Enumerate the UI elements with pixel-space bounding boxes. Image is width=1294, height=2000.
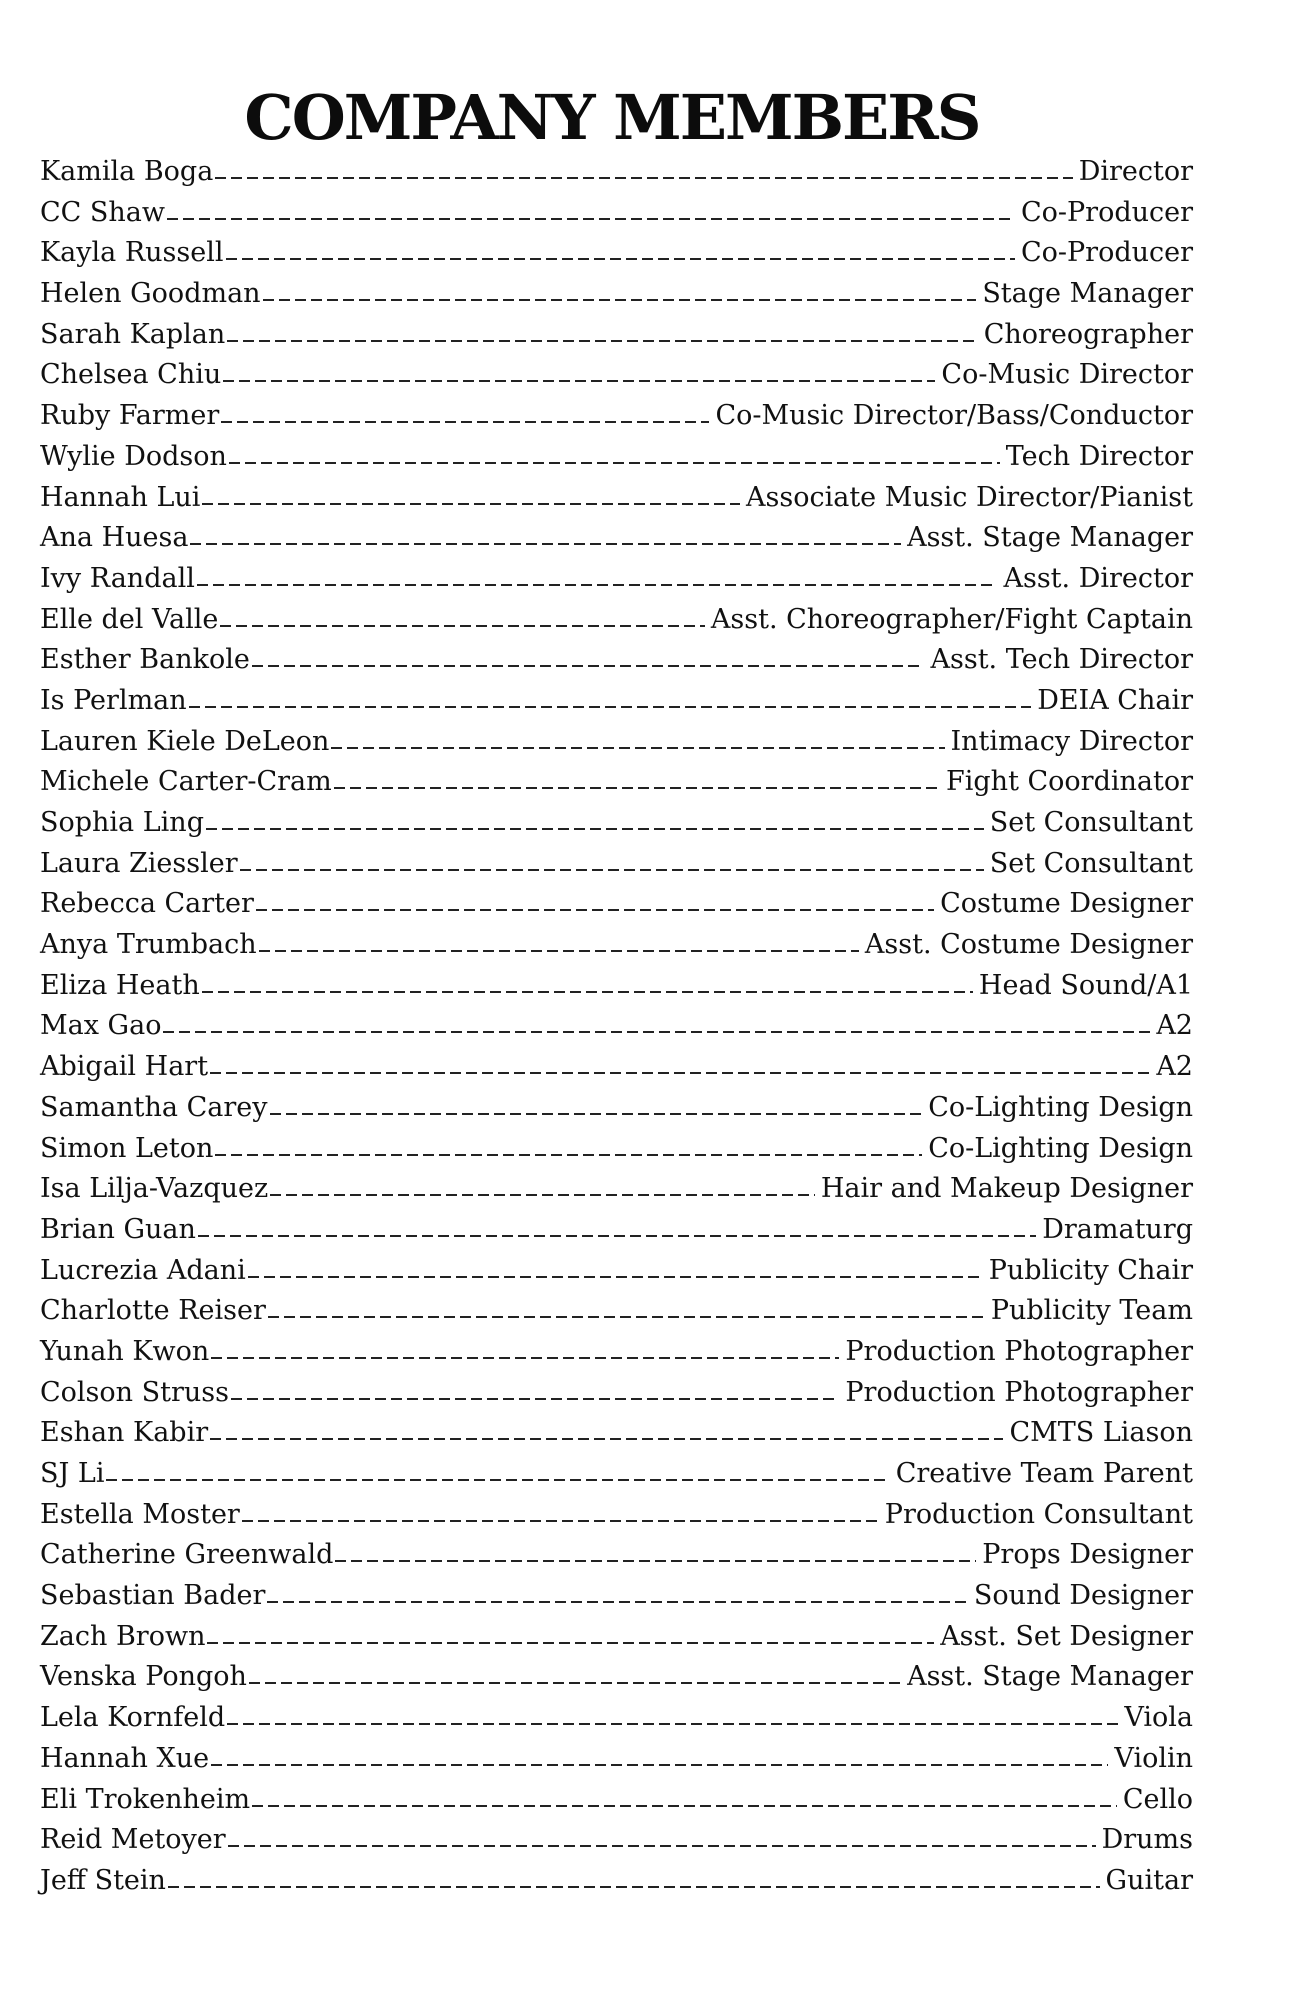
member-role: Set Consultant (989, 847, 1193, 879)
member-row (40, 1006, 1193, 1047)
member-name: Max Gao (40, 1010, 162, 1042)
dotted-leader-line (206, 828, 984, 830)
member-name: Eliza Heath (40, 969, 200, 1001)
dotted-leader-line (249, 1682, 901, 1684)
member-role: A2 (1156, 1010, 1193, 1042)
dotted-leader-line (331, 747, 944, 749)
member-role: Co-Music Director (941, 359, 1193, 391)
member-role: Cello (1122, 1783, 1193, 1815)
member-row (40, 1210, 1193, 1251)
member-name: Catherine Greenwald (40, 1539, 334, 1571)
member-name: Michele Carter-Cram (40, 766, 332, 798)
member-row (40, 193, 1193, 234)
member-name: Hannah Lui (40, 481, 201, 513)
member-role: DEIA Chair (1037, 684, 1193, 716)
member-row (40, 1780, 1193, 1821)
member-name: Zach Brown (40, 1620, 206, 1652)
member-row (40, 884, 1193, 925)
member-row (40, 315, 1193, 356)
member-name: Ivy Randall (40, 562, 195, 594)
dotted-leader-line (229, 462, 1000, 464)
member-row (40, 1088, 1193, 1129)
member-name: Eli Trokenheim (40, 1783, 251, 1815)
member-row (40, 1251, 1193, 1292)
member-row (40, 437, 1193, 478)
member-role: Co-Producer (1020, 196, 1193, 228)
member-role: Guitar (1105, 1864, 1193, 1896)
dotted-leader-line (106, 1479, 889, 1481)
company-member-list (40, 152, 1193, 1902)
dotted-leader-line (335, 1560, 976, 1562)
member-row (40, 844, 1193, 885)
member-row (40, 1861, 1193, 1902)
member-name: Kayla Russell (40, 237, 224, 269)
dotted-leader-line (197, 584, 998, 586)
member-row (40, 1495, 1193, 1536)
member-row (40, 518, 1193, 559)
dotted-leader-line (215, 1154, 922, 1156)
dotted-leader-line (215, 177, 1072, 179)
member-role: CMTS Liason (1009, 1417, 1193, 1449)
dotted-leader-line (211, 1357, 839, 1359)
member-name: Is Perlman (40, 684, 187, 716)
dotted-leader-line (210, 1072, 1150, 1074)
member-name: Ana Huesa (40, 522, 189, 554)
member-role: Asst. Director (1003, 562, 1193, 594)
member-role: Co-Lighting Design (928, 1091, 1193, 1123)
member-row (40, 1576, 1193, 1617)
member-row (40, 559, 1193, 600)
member-name: Isa Lilja-Vazquez (40, 1173, 269, 1205)
member-row (40, 274, 1193, 315)
member-name: Lucrezia Adani (40, 1254, 246, 1286)
member-row (40, 1373, 1193, 1414)
member-role: Viola (1124, 1702, 1193, 1734)
dotted-leader-line (248, 1276, 983, 1278)
dotted-leader-line (210, 1438, 1003, 1440)
member-name: Helen Goodman (40, 278, 261, 310)
dotted-leader-line (270, 1194, 815, 1196)
dotted-leader-line (168, 1886, 1100, 1888)
member-row (40, 762, 1193, 803)
dotted-leader-line (242, 1520, 879, 1522)
member-row (40, 1739, 1193, 1780)
member-name: Sebastian Bader (40, 1580, 266, 1612)
member-name: Kamila Boga (40, 156, 214, 187)
member-row (40, 1291, 1193, 1332)
dotted-leader-line (226, 258, 1015, 260)
member-name: Anya Trumbach (40, 929, 257, 961)
member-row (40, 233, 1193, 274)
member-row (40, 355, 1193, 396)
member-name: Sophia Ling (40, 807, 204, 838)
dotted-leader-line (211, 1764, 1108, 1766)
member-name: Chelsea Chiu (40, 359, 222, 391)
member-role: Violin (1114, 1742, 1193, 1774)
member-row (40, 396, 1193, 437)
member-name: Sarah Kaplan (40, 318, 226, 350)
member-row (40, 681, 1193, 722)
member-role: Asst. Tech Director (930, 644, 1193, 676)
dotted-leader-line (252, 1805, 1117, 1807)
member-name: Reid Metoyer (40, 1824, 226, 1856)
member-row (40, 1698, 1193, 1739)
member-role: Associate Music Director/Pianist (746, 481, 1193, 513)
member-role: Co-Lighting Design (928, 1132, 1193, 1164)
member-name: Brian Guan (40, 1213, 196, 1245)
member-row (40, 1047, 1193, 1088)
member-row (40, 1413, 1193, 1454)
dotted-leader-line (167, 218, 1015, 220)
member-role: Production Consultant (884, 1498, 1193, 1530)
member-role: Costume Designer (940, 888, 1193, 920)
dotted-leader-line (270, 1113, 923, 1115)
member-role: Asst. Set Designer (940, 1620, 1193, 1652)
member-role: Asst. Choreographer/Fight Captain (710, 603, 1193, 635)
dotted-leader-line (263, 299, 977, 301)
dotted-leader-line (189, 706, 1032, 708)
member-name: Estella Moster (40, 1498, 240, 1530)
dotted-leader-line (221, 421, 709, 423)
member-role: Fight Coordinator (946, 766, 1193, 798)
dotted-leader-line (252, 665, 925, 667)
member-name: Colson Struss (40, 1376, 229, 1408)
member-row (40, 1820, 1193, 1861)
dotted-leader-line (240, 869, 984, 871)
member-role: Stage Manager (982, 278, 1193, 310)
dotted-leader-line (268, 1316, 985, 1318)
member-name: Hannah Xue (40, 1742, 210, 1774)
member-row (40, 1332, 1193, 1373)
member-name: Laura Ziessler (40, 847, 238, 879)
member-name: Rebecca Carter (40, 888, 254, 920)
dotted-leader-line (223, 380, 935, 382)
member-role: Publicity Team (990, 1295, 1193, 1327)
member-role: Asst. Stage Manager (907, 522, 1193, 554)
dotted-leader-line (267, 1601, 968, 1603)
member-row (40, 1129, 1193, 1170)
dotted-leader-line (220, 625, 705, 627)
member-row (40, 803, 1193, 844)
member-row (40, 640, 1193, 681)
member-name: Venska Pongoh (40, 1661, 247, 1693)
member-name: Jeff Stein (40, 1864, 166, 1896)
member-role: Creative Team Parent (895, 1458, 1193, 1489)
member-role: Co-Producer (1020, 237, 1193, 269)
dotted-leader-line (227, 340, 977, 342)
member-name: Elle del Valle (40, 603, 219, 635)
member-row (40, 966, 1193, 1007)
dotted-leader-line (163, 1031, 1150, 1033)
member-role: Set Consultant (989, 807, 1193, 838)
dotted-leader-line (259, 950, 859, 952)
member-role: Publicity Chair (988, 1254, 1193, 1286)
member-row (40, 1454, 1193, 1495)
member-name: Esther Bankole (40, 644, 250, 676)
member-role: Sound Designer (973, 1580, 1193, 1612)
member-name: Charlotte Reiser (40, 1295, 266, 1327)
member-row (40, 1617, 1193, 1658)
member-role: Asst. Stage Manager (907, 1661, 1193, 1693)
dotted-leader-line (334, 787, 940, 789)
dotted-leader-line (256, 909, 934, 911)
dotted-leader-line (207, 1642, 934, 1644)
dotted-leader-line (190, 543, 901, 545)
member-role: Director (1078, 156, 1193, 187)
member-row (40, 925, 1193, 966)
dotted-leader-line (198, 1235, 1036, 1237)
member-role: Choreographer (983, 318, 1193, 350)
member-row (40, 1657, 1193, 1698)
member-row (40, 478, 1193, 519)
member-name: SJ Li (40, 1458, 105, 1489)
member-role: Asst. Costume Designer (864, 929, 1193, 961)
dotted-leader-line (228, 1845, 1096, 1847)
member-name: Abigail Hart (40, 1051, 209, 1083)
dotted-leader-line (202, 503, 740, 505)
member-role: Tech Director (1005, 440, 1193, 472)
member-role: Production Photographer (845, 1376, 1193, 1408)
member-row (40, 722, 1193, 763)
member-name: Samantha Carey (40, 1091, 268, 1123)
member-role: A2 (1156, 1051, 1193, 1083)
member-row (40, 600, 1193, 641)
member-name: Wylie Dodson (40, 440, 227, 472)
member-role: Intimacy Director (950, 725, 1193, 757)
member-row (40, 152, 1193, 193)
dotted-leader-line (227, 1723, 1118, 1725)
member-name: Simon Leton (40, 1132, 214, 1164)
member-row (40, 1169, 1193, 1210)
member-role: Hair and Makeup Designer (820, 1173, 1193, 1205)
page-title: COMPANY MEMBERS (244, 81, 980, 154)
member-role: Head Sound/A1 (978, 969, 1193, 1001)
member-role: Dramaturg (1042, 1213, 1193, 1245)
member-role: Co-Music Director/Bass/Conductor (715, 400, 1193, 432)
member-role: Production Photographer (845, 1335, 1193, 1367)
member-role: Drums (1101, 1824, 1193, 1856)
member-row (40, 1535, 1193, 1576)
member-name: Ruby Farmer (40, 400, 220, 432)
member-name: Yunah Kwon (40, 1335, 210, 1367)
member-name: Lauren Kiele DeLeon (40, 725, 330, 757)
dotted-leader-line (231, 1398, 839, 1400)
member-name: Eshan Kabir (40, 1417, 209, 1449)
member-name: Lela Kornfeld (40, 1702, 226, 1734)
member-role: Props Designer (982, 1539, 1193, 1571)
member-name: CC Shaw (40, 196, 165, 228)
dotted-leader-line (202, 991, 973, 993)
